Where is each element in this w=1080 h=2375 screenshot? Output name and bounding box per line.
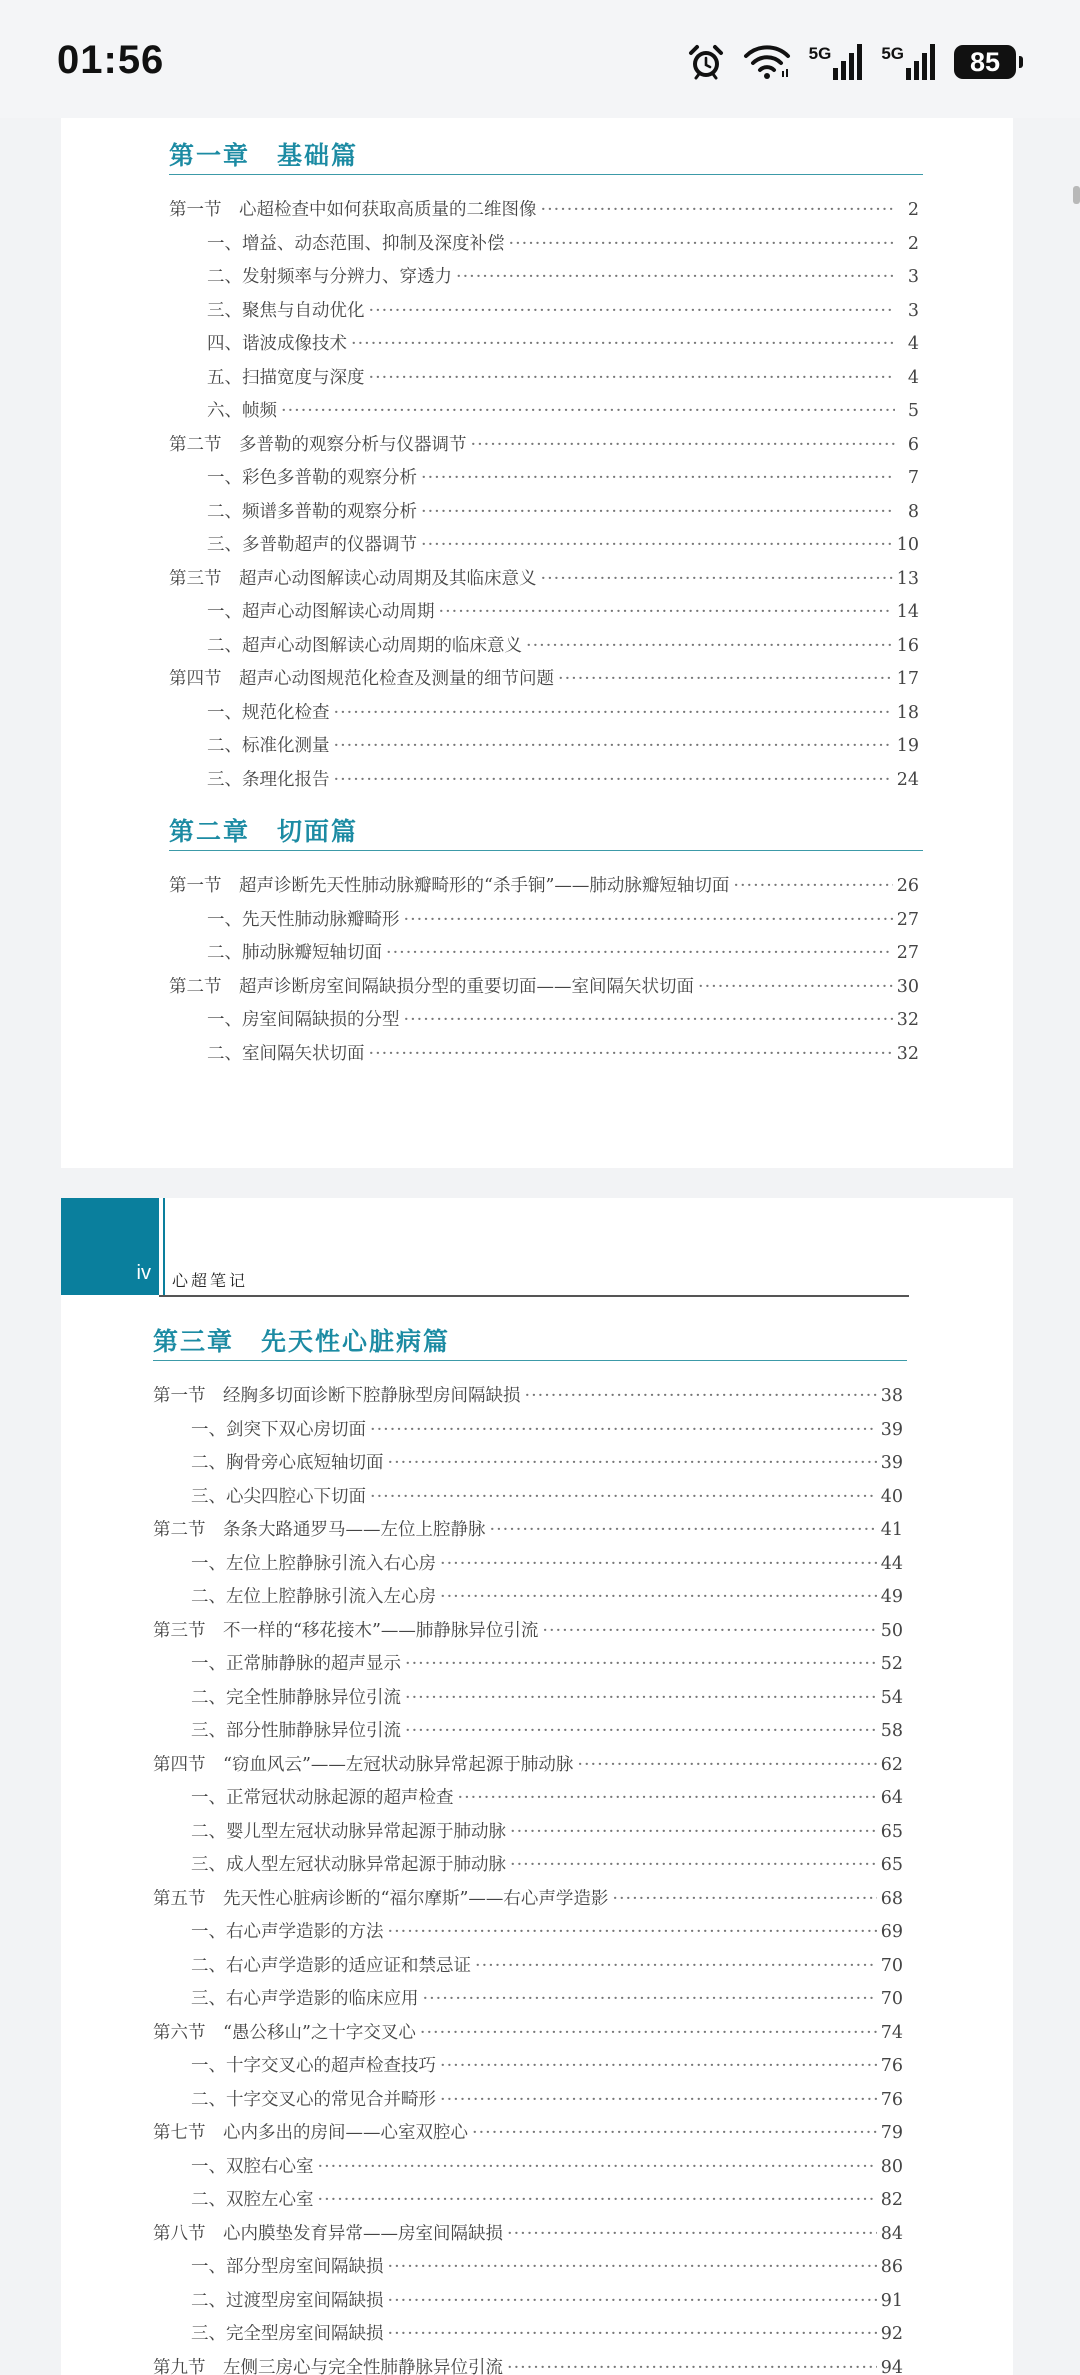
toc-section-entry — [153, 1516, 903, 1550]
toc-page-number: 54 — [880, 1687, 903, 1708]
toc-section-entry — [153, 2119, 903, 2153]
toc-item-entry — [153, 1784, 903, 1818]
toc-entry-title: 三、聚焦与自动优化 — [207, 300, 365, 321]
toc-item-entry — [153, 1684, 903, 1718]
toc-item-entry — [169, 397, 919, 431]
toc-item-entry — [169, 632, 919, 666]
toc-page-number: 10 — [896, 535, 919, 555]
dot-leader — [388, 2291, 877, 2311]
toc-page-number: 76 — [880, 2056, 903, 2076]
toc-section-entry — [153, 1382, 903, 1416]
document-page-1 — [61, 118, 1013, 1168]
toc-entry-title: 第五节 先天性心脏病诊断的“福尔摩斯”——右心声学造影 — [153, 1888, 609, 1909]
toc-page-number: 84 — [880, 2223, 903, 2244]
dot-leader — [388, 1453, 877, 1473]
dot-leader — [318, 2190, 877, 2210]
toc-page-number: 44 — [880, 1553, 903, 1574]
toc-entry-title: 第二节 条条大路通罗马——左位上腔静脉 — [153, 1520, 486, 1540]
toc-page-number: 41 — [880, 1520, 903, 1540]
page-number: iv — [136, 1262, 151, 1284]
toc-section-entry — [153, 2019, 903, 2053]
dot-leader — [456, 267, 895, 287]
toc-entry-title: 二、胸骨旁心底短轴切面 — [191, 1453, 384, 1473]
toc-entry-title: 三、条理化报告 — [207, 769, 330, 790]
toc-page-number: 65 — [880, 1855, 903, 1875]
dot-leader — [351, 334, 895, 354]
toc-page-number: 39 — [880, 1453, 903, 1473]
toc-item-entry — [153, 2186, 903, 2220]
toc-page-number: 64 — [880, 1788, 903, 1808]
toc-list — [169, 872, 919, 1073]
dot-leader — [733, 876, 892, 896]
dot-leader — [388, 1922, 877, 1942]
dot-leader — [440, 1554, 877, 1574]
toc-item-entry — [169, 230, 919, 264]
toc-item-entry — [153, 2320, 903, 2354]
signal-bars-icon — [833, 44, 863, 80]
toc-entry-title: 一、右心声学造影的方法 — [191, 1922, 384, 1942]
toc-item-entry — [153, 1985, 903, 2019]
dot-leader — [510, 1822, 877, 1842]
toc-entry-title: 二、肺动脉瓣短轴切面 — [207, 943, 382, 963]
toc-item-entry — [153, 1583, 903, 1617]
toc-page-number: 58 — [880, 1721, 903, 1741]
dot-leader — [423, 1989, 877, 2009]
toc-entry-title: 二、右心声学造影的适应证和禁忌证 — [191, 1955, 471, 1976]
toc-entry-title: 二、十字交叉心的常见合并畸形 — [191, 2089, 436, 2110]
toc-item-entry — [153, 2253, 903, 2287]
toc-page-number: 49 — [880, 1587, 903, 1607]
toc-entry-title: 二、发射频率与分辨力、穿透力 — [207, 267, 452, 287]
toc-page-number: 70 — [880, 1989, 903, 2009]
dot-leader — [471, 435, 896, 455]
signal-bars-icon — [906, 44, 936, 80]
toc-page-number: 76 — [880, 2089, 903, 2110]
dot-leader — [334, 703, 893, 723]
toc-page-number: 17 — [896, 669, 919, 689]
chapter-heading: 第一章 基础篇 — [169, 136, 923, 175]
toc-entry-title: 一、剑突下双心房切面 — [191, 1419, 366, 1440]
toc-item-entry — [169, 598, 919, 632]
toc-page-number: 3 — [907, 267, 919, 287]
toc-page-number: 69 — [880, 1922, 903, 1942]
toc-page-number: 3 — [907, 300, 919, 321]
toc-entry-title: 三、成人型左冠状动脉异常起源于肺动脉 — [191, 1855, 506, 1875]
dot-leader — [439, 602, 893, 622]
dot-leader — [334, 770, 893, 790]
toc-entry-title: 一、部分型房室间隔缺损 — [191, 2257, 384, 2277]
cellular-signal-2: 5G — [881, 44, 936, 80]
toc-section-entry — [169, 196, 919, 230]
toc-item-entry — [153, 1550, 903, 1584]
dot-leader — [541, 200, 896, 220]
dot-leader — [420, 2023, 877, 2043]
header-divider — [163, 1198, 165, 1295]
toc-page-number: 27 — [896, 909, 919, 930]
toc-page-number: 91 — [880, 2290, 903, 2311]
toc-page-number: 70 — [880, 1955, 903, 1976]
toc-item-entry — [169, 939, 919, 973]
toc-page-number: 18 — [896, 702, 919, 723]
toc-page-number: 86 — [880, 2257, 903, 2277]
toc-entry-title: 二、完全性肺静脉异位引流 — [191, 1687, 401, 1708]
dot-leader — [405, 1721, 877, 1741]
dot-leader — [318, 2157, 877, 2177]
toc-section-entry — [169, 431, 919, 465]
toc-item-entry — [153, 1717, 903, 1751]
toc-entry-title: 二、室间隔矢状切面 — [207, 1043, 365, 1064]
toc-page-number: 2 — [907, 200, 919, 220]
toc-item-entry — [169, 732, 919, 766]
dot-leader — [490, 1520, 877, 1540]
alarm-icon — [687, 43, 725, 81]
toc-entry-title: 三、心尖四腔心下切面 — [191, 1486, 366, 1507]
dot-leader — [458, 1788, 877, 1808]
dot-leader — [421, 502, 895, 522]
toc-page-number: 38 — [880, 1386, 903, 1406]
wifi-icon — [743, 44, 791, 80]
toc-entry-title: 三、完全型房室间隔缺损 — [191, 2324, 384, 2344]
dot-leader — [405, 1688, 877, 1708]
toc-page-number: 24 — [896, 769, 919, 790]
toc-section-entry — [153, 1617, 903, 1651]
dot-leader — [388, 2257, 877, 2277]
toc-item-entry — [169, 498, 919, 532]
toc-page-number: 26 — [896, 876, 919, 896]
chapter-heading: 第三章 先天性心脏病篇 — [153, 1322, 907, 1361]
toc-page-number: 82 — [880, 2190, 903, 2210]
toc-entry-title: 二、婴儿型左冠状动脉异常起源于肺动脉 — [191, 1821, 506, 1842]
dot-leader — [509, 234, 896, 254]
toc-item-entry — [153, 1483, 903, 1517]
toc-section-entry — [153, 2354, 903, 2375]
dot-leader — [612, 1889, 876, 1909]
dot-leader — [369, 1044, 893, 1064]
clock: 01:56 — [57, 38, 165, 82]
toc-entry-title: 二、超声心动图解读心动周期的临床意义 — [207, 635, 522, 656]
toc-page-number: 19 — [896, 736, 919, 756]
toc-entry-title: 一、彩色多普勒的观察分析 — [207, 468, 417, 488]
toc-item-entry — [169, 1040, 919, 1074]
dot-leader — [370, 1487, 877, 1507]
toc-page-number: 62 — [880, 1754, 903, 1775]
toc-page-number: 74 — [880, 2022, 903, 2043]
toc-page-number: 16 — [896, 635, 919, 656]
toc-entry-title: 第二节 超声诊断房室间隔缺损分型的重要切面——室间隔矢状切面 — [169, 976, 694, 997]
cellular-signal-1: 5G — [809, 44, 864, 80]
toc-page-number: 40 — [880, 1486, 903, 1507]
toc-section-entry — [153, 2220, 903, 2254]
toc-item-entry — [153, 1650, 903, 1684]
toc-entry-title: 一、双腔右心室 — [191, 2156, 314, 2177]
dot-leader — [386, 943, 893, 963]
toc-item-entry — [169, 906, 919, 940]
toc-page-number: 14 — [896, 602, 919, 622]
header-rule — [159, 1295, 909, 1297]
toc-entry-title: 四、谐波成像技术 — [207, 334, 347, 354]
dot-leader — [526, 636, 893, 656]
toc-entry-title: 一、左位上腔静脉引流入右心房 — [191, 1553, 436, 1574]
toc-entry-title: 一、增益、动态范围、抑制及深度补偿 — [207, 233, 505, 254]
toc-page-number: 32 — [896, 1043, 919, 1064]
toc-page-number: 92 — [880, 2324, 903, 2344]
dot-leader — [404, 910, 893, 930]
toc-entry-title: 第七节 心内多出的房间——心室双腔心 — [153, 2123, 468, 2143]
toc-item-entry — [153, 1416, 903, 1450]
toc-page-number: 68 — [880, 1888, 903, 1909]
dot-leader — [577, 1755, 876, 1775]
toc-item-entry — [169, 364, 919, 398]
toc-entry-title: 一、房室间隔缺损的分型 — [207, 1010, 400, 1030]
toc-item-entry — [169, 464, 919, 498]
toc-item-entry — [153, 2287, 903, 2321]
toc-entry-title: 二、频谱多普勒的观察分析 — [207, 501, 417, 522]
toc-page-number: 7 — [907, 468, 919, 488]
toc-entry-title: 第三节 超声心动图解读心动周期及其临床意义 — [169, 568, 537, 589]
toc-item-entry — [153, 1918, 903, 1952]
battery-indicator: 85 — [954, 45, 1016, 79]
toc-item-entry — [169, 330, 919, 364]
toc-item-entry — [169, 1006, 919, 1040]
toc-item-entry — [153, 1952, 903, 1986]
toc-page-number: 4 — [907, 334, 919, 354]
toc-entry-title: 第一节 超声诊断先天性肺动脉瓣畸形的“杀手锏”——肺动脉瓣短轴切面 — [169, 876, 730, 896]
toc-list — [169, 196, 919, 799]
dot-leader — [388, 2324, 877, 2344]
dot-leader — [421, 535, 893, 555]
toc-entry-title: 第四节 超声心动图规范化检查及测量的细节问题 — [169, 669, 554, 689]
dot-leader — [334, 736, 893, 756]
dot-leader — [475, 1956, 877, 1976]
toc-item-entry — [153, 2052, 903, 2086]
toc-entry-title: 第二节 多普勒的观察分析与仪器调节 — [169, 434, 467, 455]
dot-leader — [542, 1621, 876, 1641]
status-bar — [0, 0, 1080, 118]
toc-entry-title: 二、过渡型房室间隔缺损 — [191, 2290, 384, 2311]
dot-leader — [698, 977, 893, 997]
toc-page-number: 32 — [896, 1010, 919, 1030]
toc-page-number: 13 — [896, 568, 919, 589]
running-head: 心超笔记 — [172, 1271, 249, 1290]
toc-item-entry — [169, 531, 919, 565]
dot-leader — [281, 401, 895, 421]
toc-entry-title: 第六节 “愚公移山”之十字交叉心 — [153, 2022, 416, 2043]
dot-leader — [405, 1654, 877, 1674]
toc-item-entry — [169, 297, 919, 331]
toc-page-number: 6 — [907, 434, 919, 455]
toc-entry-title: 三、右心声学造影的临床应用 — [191, 1989, 419, 2009]
toc-section-entry — [169, 973, 919, 1007]
toc-entry-title: 第四节 “窃血风云”——左冠状动脉异常起源于肺动脉 — [153, 1754, 574, 1775]
toc-item-entry — [169, 263, 919, 297]
toc-section-entry — [169, 872, 919, 906]
dot-leader — [472, 2123, 877, 2143]
toc-entry-title: 第九节 左侧三房心与完全性肺静脉异位引流 — [153, 2357, 503, 2375]
dot-leader — [404, 1010, 893, 1030]
toc-item-entry — [153, 2153, 903, 2187]
toc-item-entry — [169, 766, 919, 800]
toc-entry-title: 六、帧频 — [207, 401, 277, 421]
toc-item-entry — [169, 699, 919, 733]
toc-entry-title: 三、部分性肺静脉异位引流 — [191, 1721, 401, 1741]
toc-entry-title: 五、扫描宽度与深度 — [207, 367, 365, 388]
toc-entry-title: 第八节 心内膜垫发育异常——房室间隔缺损 — [153, 2223, 503, 2244]
toc-item-entry — [153, 1851, 903, 1885]
dot-leader — [440, 2056, 877, 2076]
dot-leader — [369, 368, 896, 388]
toc-entry-title: 第三节 不一样的“移花接木”——肺静脉异位引流 — [153, 1620, 539, 1641]
toc-entry-title: 二、左位上腔静脉引流入左心房 — [191, 1587, 436, 1607]
toc-page-number: 94 — [880, 2357, 903, 2375]
dot-leader — [370, 1420, 877, 1440]
status-icons — [687, 40, 1016, 84]
toc-page-number: 79 — [880, 2123, 903, 2143]
toc-page-number: 65 — [880, 1821, 903, 1842]
dot-leader — [510, 1855, 877, 1875]
toc-item-entry — [153, 2086, 903, 2120]
toc-section-entry — [153, 1751, 903, 1785]
dot-leader — [541, 569, 893, 589]
dot-leader — [525, 1386, 877, 1406]
toc-entry-title: 一、十字交叉心的超声检查技巧 — [191, 2056, 436, 2076]
dot-leader — [440, 1587, 877, 1607]
toc-page-number: 8 — [907, 501, 919, 522]
dot-leader — [421, 468, 895, 488]
toc-entry-title: 第一节 心超检查中如何获取高质量的二维图像 — [169, 200, 537, 220]
dot-leader — [507, 2358, 877, 2375]
toc-entry-title: 二、双腔左心室 — [191, 2190, 314, 2210]
toc-page-number: 39 — [880, 1419, 903, 1440]
toc-page-number: 50 — [880, 1620, 903, 1641]
dot-leader — [369, 301, 896, 321]
toc-item-entry — [153, 1818, 903, 1852]
toc-section-entry — [153, 1885, 903, 1919]
dot-leader — [507, 2224, 877, 2244]
toc-entry-title: 三、多普勒超声的仪器调节 — [207, 535, 417, 555]
toc-section-entry — [169, 565, 919, 599]
toc-entry-title: 二、标准化测量 — [207, 736, 330, 756]
document-page-2 — [61, 1198, 1013, 2375]
dot-leader — [558, 669, 893, 689]
toc-list — [153, 1382, 903, 2375]
toc-page-number: 80 — [880, 2156, 903, 2177]
toc-entry-title: 一、规范化检查 — [207, 702, 330, 723]
scroll-indicator[interactable] — [1073, 186, 1080, 204]
chapter-heading: 第二章 切面篇 — [169, 812, 923, 851]
toc-entry-title: 一、超声心动图解读心动周期 — [207, 602, 435, 622]
dot-leader — [440, 2090, 877, 2110]
toc-section-entry — [169, 665, 919, 699]
toc-page-number: 4 — [907, 367, 919, 388]
toc-page-number: 5 — [907, 401, 919, 421]
toc-entry-title: 第一节 经胸多切面诊断下腔静脉型房间隔缺损 — [153, 1386, 521, 1406]
toc-entry-title: 一、先天性肺动脉瓣畸形 — [207, 909, 400, 930]
toc-item-entry — [153, 1449, 903, 1483]
toc-entry-title: 一、正常冠状动脉起源的超声检查 — [191, 1788, 454, 1808]
toc-entry-title: 一、正常肺静脉的超声显示 — [191, 1654, 401, 1674]
toc-page-number: 2 — [907, 233, 919, 254]
toc-page-number: 30 — [896, 976, 919, 997]
toc-page-number: 52 — [880, 1654, 903, 1674]
toc-page-number: 27 — [896, 943, 919, 963]
